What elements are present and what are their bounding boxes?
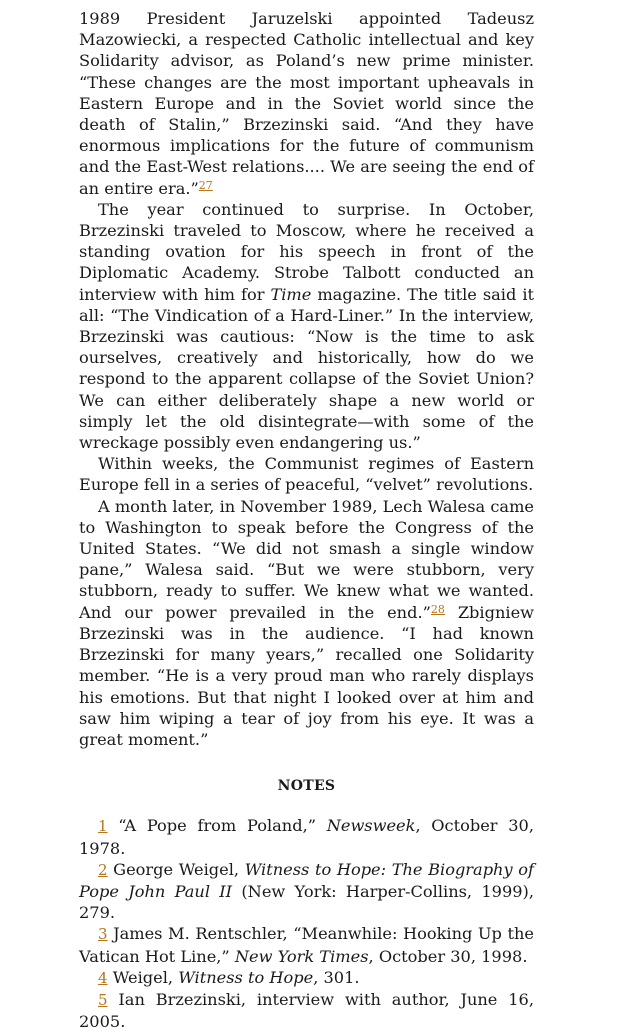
note-number-link[interactable]: 2: [98, 860, 108, 879]
body-paragraph-1: [79, 8, 534, 199]
note-number-link[interactable]: 5: [98, 990, 108, 1009]
paragraph-text: A month later, in November 1989, Lech Walesa came to Washington to speak before the Congress of the United States. “We did not smash a single window pane,” Walesa said. “But we were stubborn, very stubborn, ready to suffer. We knew what we wanted. And our power prevailed in the end.”: [79, 496, 534, 622]
note-5: [79, 989, 534, 1032]
note-text: , 301.: [313, 967, 360, 987]
body-paragraph-4: [79, 496, 534, 750]
note-1: [79, 815, 534, 858]
note-text: (New York: Harper-Collins, 1999), 279.: [79, 881, 535, 923]
note-number-link[interactable]: 3: [98, 925, 108, 944]
notes-heading: NOTES: [277, 778, 336, 795]
note-text: “A Pope from Poland,”: [118, 816, 327, 836]
note-number-link[interactable]: 1: [98, 817, 108, 836]
note-text: , October 30, 1978.: [79, 816, 534, 858]
body-paragraph-3: [79, 453, 534, 495]
note-2: [79, 859, 534, 924]
body-paragraph-2: [79, 199, 534, 453]
note-title: New York Times: [234, 946, 369, 966]
footnote-ref-28[interactable]: 28: [430, 602, 445, 616]
note-4: [79, 967, 534, 989]
note-text: George Weigel,: [113, 859, 245, 879]
note-title: Witness to Hope: The Biography of Pope John Paul II: [79, 859, 534, 901]
book-page: [79, 8, 534, 1032]
note-number-link[interactable]: 4: [98, 968, 108, 987]
paragraph-text: Zbigniew Brzezinski was in the audience. “I had known Brzezinski for many years,” recalled one Solidarity member. “He is a very proud man who rarely displays his emotions. But that night I looked over at him and saw him wiping a tear of joy from his eye. It was a great moment.”: [79, 602, 535, 749]
note-3: [79, 923, 534, 966]
paragraph-text: The year continued to surprise. In October, Brzezinski traveled to Moscow, where he received a standing ovation for his speech in front of the Diplomatic Academy. Strobe Talbott conducted an interview with him for: [79, 199, 534, 304]
paragraph-text: 1989 President Jaruzelski appointed Tadeusz Mazowiecki, a respected Catholic intellectual and key Solidarity advisor, as Poland’s new prime minister. “These changes are the most important upheavals in Eastern Europe and in the Soviet world since the death of Stalin,” Brzezinski said. “And they have enormous implications for the future of communism and the East-West relations.... We are seeing the end of an entire era.”: [79, 9, 534, 198]
footnote-ref-27[interactable]: 27: [198, 178, 213, 192]
note-title: Witness to Hope: [178, 967, 314, 987]
magazine-title: Time: [270, 284, 312, 304]
note-text: James M. Rentschler, “Meanwhile: Hooking Up the Vatican Hot Line,”: [79, 924, 534, 966]
paragraph-text: Within weeks, the Communist regimes of Eastern Europe fell in a series of peaceful, “velvet” revolutions.: [79, 454, 534, 495]
paragraph-text: magazine. The title said it all: “The Vindication of a Hard-Liner.” In the interview, Brzezinski was cautious: “Now is the time to ask ourselves, creatively and historically, how do we respond to the apparent collapse of the Soviet Union? We can either deliberately shape a new world or simply let the old disintegrate—with some of the wreckage possibly even endangering us.”: [79, 284, 534, 453]
note-text: Weigel,: [112, 967, 179, 987]
note-text: Ian Brzezinski, interview with author, June 16, 2005.: [79, 989, 534, 1032]
note-text: , October 30, 1998.: [368, 946, 528, 966]
note-title: Newsweek: [326, 816, 416, 836]
